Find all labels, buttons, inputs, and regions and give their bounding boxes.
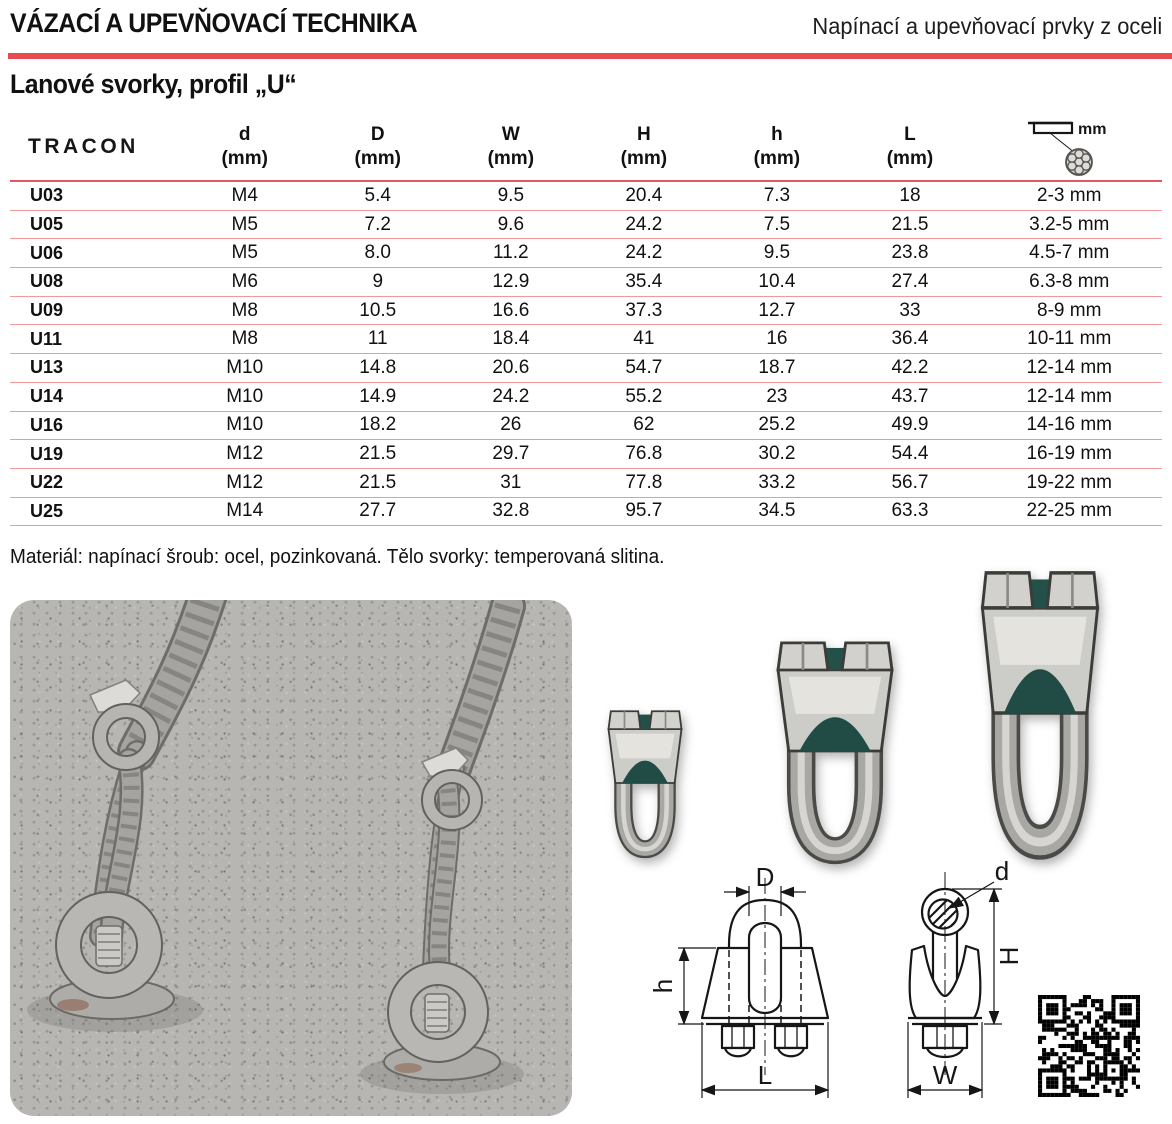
spec-value: 26 — [444, 411, 577, 440]
clamp-photo-medium — [746, 626, 924, 876]
spec-value: 95.7 — [577, 497, 710, 526]
spec-value: 10.5 — [311, 296, 444, 325]
spec-value: M10 — [178, 411, 311, 440]
spec-value: 49.9 — [843, 411, 976, 440]
column-header-D: D (mm) — [311, 114, 444, 181]
spec-value: 19-22 mm — [976, 468, 1162, 497]
spec-value: M14 — [178, 497, 311, 526]
column-header-L: L (mm) — [843, 114, 976, 181]
column-header-H: H (mm) — [577, 114, 710, 181]
spec-value: 41 — [577, 325, 710, 354]
accent-rule — [8, 53, 1172, 59]
spec-value: M10 — [178, 382, 311, 411]
product-code: U14 — [10, 382, 178, 411]
spec-value: 18 — [843, 181, 976, 210]
dim-label-L: L — [757, 1060, 773, 1090]
spec-value: 35.4 — [577, 268, 710, 297]
table-header-row — [10, 114, 1162, 181]
spec-value: 12.7 — [710, 296, 843, 325]
column-header-rope-range — [976, 114, 1162, 181]
spec-value: 7.5 — [710, 210, 843, 239]
dim-label-h: h — [650, 978, 678, 994]
spec-value: 34.5 — [710, 497, 843, 526]
spec-value: 14-16 mm — [976, 411, 1162, 440]
spec-value: 21.5 — [311, 468, 444, 497]
spec-value: 24.2 — [577, 239, 710, 268]
product-code: U08 — [10, 268, 178, 297]
product-code: U03 — [10, 181, 178, 210]
spec-value: 12-14 mm — [976, 382, 1162, 411]
spec-value: 12-14 mm — [976, 354, 1162, 383]
spec-value: 29.7 — [444, 440, 577, 469]
spec-value: 14.9 — [311, 382, 444, 411]
spec-value: 54.4 — [843, 440, 976, 469]
spec-value: M12 — [178, 468, 311, 497]
rope-diameter-icon — [1026, 117, 1112, 177]
spec-value: 32.8 — [444, 497, 577, 526]
spec-value: 5.4 — [311, 181, 444, 210]
spec-table — [10, 114, 1162, 526]
spec-value: 16 — [710, 325, 843, 354]
spec-value: 7.3 — [710, 181, 843, 210]
table-row — [10, 181, 1162, 210]
spec-value: 16-19 mm — [976, 440, 1162, 469]
product-code: U22 — [10, 468, 178, 497]
svg-text:mm: mm — [1078, 121, 1107, 138]
column-header-h: h (mm) — [710, 114, 843, 181]
material-note: Materiál: napínací šroub: ocel, pozinkovaná. Tělo svorky: temperovaná slitina. — [10, 546, 665, 568]
spec-value: 36.4 — [843, 325, 976, 354]
spec-value: 24.2 — [444, 382, 577, 411]
spec-value: 10-11 mm — [976, 325, 1162, 354]
technical-drawing — [650, 860, 1032, 1122]
spec-value: 7.2 — [311, 210, 444, 239]
spec-value: 20.6 — [444, 354, 577, 383]
product-code: U05 — [10, 210, 178, 239]
table-row — [10, 325, 1162, 354]
spec-value: 42.2 — [843, 354, 976, 383]
spec-value: M5 — [178, 239, 311, 268]
product-code: U16 — [10, 411, 178, 440]
spec-value: 43.7 — [843, 382, 976, 411]
spec-value: 18.2 — [311, 411, 444, 440]
spec-value: M8 — [178, 296, 311, 325]
brand-logo: TRACON — [28, 135, 139, 158]
spec-value: 2-3 mm — [976, 181, 1162, 210]
spec-value: 8.0 — [311, 239, 444, 268]
spec-value: 23 — [710, 382, 843, 411]
spec-value: 33.2 — [710, 468, 843, 497]
spec-value: 25.2 — [710, 411, 843, 440]
spec-value: 62 — [577, 411, 710, 440]
product-code: U25 — [10, 497, 178, 526]
product-code: U11 — [10, 325, 178, 354]
spec-value: 10.4 — [710, 268, 843, 297]
spec-table-body — [10, 181, 1162, 526]
spec-value: 37.3 — [577, 296, 710, 325]
spec-value: M10 — [178, 354, 311, 383]
table-row — [10, 411, 1162, 440]
spec-value: 3.2-5 mm — [976, 210, 1162, 239]
spec-value: 12.9 — [444, 268, 577, 297]
product-code: U19 — [10, 440, 178, 469]
table-row — [10, 210, 1162, 239]
spec-value: 18.7 — [710, 354, 843, 383]
product-code: U13 — [10, 354, 178, 383]
spec-value: 27.4 — [843, 268, 976, 297]
wire-rope-anchors-illustration — [10, 600, 572, 1116]
spec-value: 23.8 — [843, 239, 976, 268]
dim-label-D: D — [755, 862, 775, 892]
page-title: VÁZACÍ A UPEVŇOVACÍ TECHNIKA — [10, 8, 418, 38]
spec-value: M12 — [178, 440, 311, 469]
spec-value: 11.2 — [444, 239, 577, 268]
spec-value: 4.5-7 mm — [976, 239, 1162, 268]
spec-value: 21.5 — [311, 440, 444, 469]
spec-value: 31 — [444, 468, 577, 497]
spec-value: M8 — [178, 325, 311, 354]
spec-value: 55.2 — [577, 382, 710, 411]
spec-value: 21.5 — [843, 210, 976, 239]
application-photo — [10, 600, 572, 1116]
table-row — [10, 497, 1162, 526]
dim-label-H: H — [994, 946, 1024, 966]
spec-value: 54.7 — [577, 354, 710, 383]
table-row — [10, 296, 1162, 325]
qr-code — [1038, 995, 1140, 1097]
spec-value: 77.8 — [577, 468, 710, 497]
section-title: Lanové svorky, profil „U“ — [10, 69, 297, 99]
column-header-W: W (mm) — [444, 114, 577, 181]
product-code: U06 — [10, 239, 178, 268]
spec-value: M6 — [178, 268, 311, 297]
spec-value: 27.7 — [311, 497, 444, 526]
dim-label-d: d — [994, 860, 1010, 886]
page-subtitle: Napínací a upevňovací prvky z oceli — [812, 13, 1162, 39]
table-row — [10, 239, 1162, 268]
product-code: U09 — [10, 296, 178, 325]
column-header-d: d (mm) — [178, 114, 311, 181]
spec-value: 9.5 — [710, 239, 843, 268]
spec-value: 30.2 — [710, 440, 843, 469]
table-row — [10, 468, 1162, 497]
spec-value: 9 — [311, 268, 444, 297]
spec-value: 24.2 — [577, 210, 710, 239]
spec-value: 11 — [311, 325, 444, 354]
spec-value: M4 — [178, 181, 311, 210]
spec-value: 56.7 — [843, 468, 976, 497]
spec-value: 9.6 — [444, 210, 577, 239]
spec-value: 20.4 — [577, 181, 710, 210]
spec-value: M5 — [178, 210, 311, 239]
dim-label-W: W — [932, 1060, 958, 1090]
spec-value: 22-25 mm — [976, 497, 1162, 526]
spec-value: 9.5 — [444, 181, 577, 210]
clamp-photo-small — [588, 700, 702, 866]
spec-value: 33 — [843, 296, 976, 325]
table-row — [10, 440, 1162, 469]
table-row — [10, 354, 1162, 383]
spec-value: 16.6 — [444, 296, 577, 325]
spec-value: 76.8 — [577, 440, 710, 469]
spec-value: 63.3 — [843, 497, 976, 526]
table-row — [10, 268, 1162, 297]
spec-value: 6.3-8 mm — [976, 268, 1162, 297]
spec-value: 14.8 — [311, 354, 444, 383]
spec-value: 8-9 mm — [976, 296, 1162, 325]
spec-value: 18.4 — [444, 325, 577, 354]
table-row — [10, 382, 1162, 411]
clamp-photo-large — [950, 551, 1130, 875]
